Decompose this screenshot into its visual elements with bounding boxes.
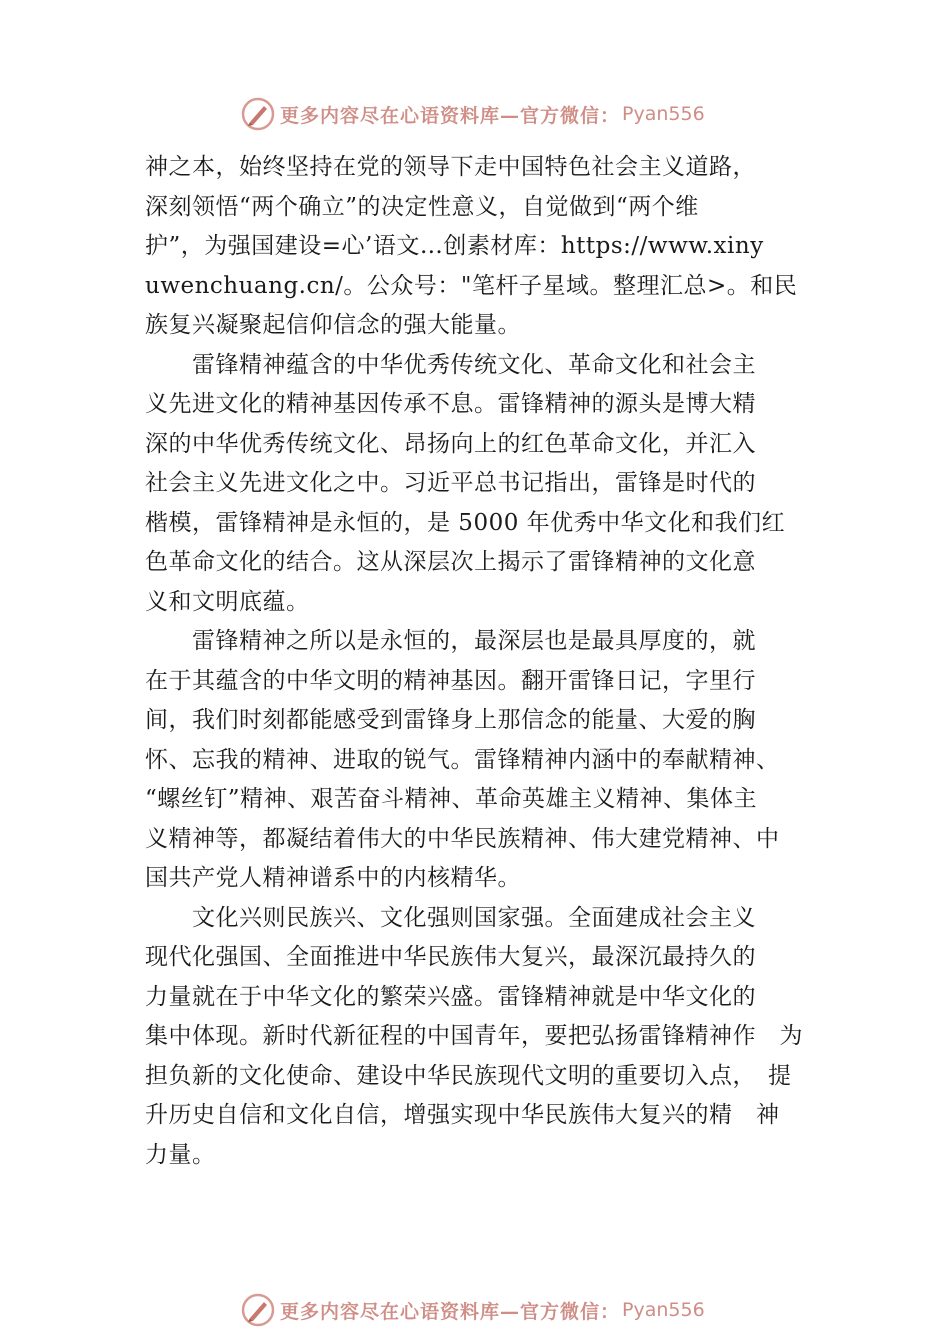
text-line: 护”，为强国建设=心’语文…创素材库：https://www.xiny: [145, 233, 764, 259]
text-line: 间，我们时刻都能感受到雷锋身上那信念的能量、大爱的胸: [145, 707, 756, 733]
header-banner-id: Pyan556: [622, 103, 705, 125]
text-line: 深的中华优秀传统文化、昂扬向上的红色革命文化，并汇入: [145, 430, 756, 457]
text-line: 怀、忘我的精神、进取的锐气。雷锋精神内涵中的奉献精神、: [145, 746, 780, 773]
text-line: 楷模，雷锋精神是永恒的，是 5000 年优秀中华文化和我们红: [145, 509, 786, 536]
text-line: 力量就在于中华文化的繁荣兴盛。雷锋精神就是中华文化的: [145, 983, 756, 1010]
footer-watermark-banner: [240, 1290, 760, 1330]
text-line: 现代化强国、全面推进中华民族伟大复兴，最深沉最持久的: [145, 944, 756, 970]
text-line: 社会主义先进文化之中。习近平总书记指出，雷锋是时代的: [145, 470, 756, 496]
text-line: 义精神等，都凝结着伟大的中华民族精神、伟大建党精神、中: [145, 825, 780, 852]
text-line: 族复兴凝聚起信仰信念的强大能量。: [145, 312, 521, 338]
text-line: 色革命文化的结合。这从深层次上揭示了雷锋精神的文化意: [145, 549, 756, 575]
text-line: 雷锋精神之所以是永恒的，最深层也是最具厚度的，就: [145, 628, 756, 654]
header-watermark-banner: [240, 94, 760, 134]
text-line: 深刻领悟“两个确立”的决定性意义，自觉做到“两个维: [145, 193, 699, 220]
text-line: 力量。: [145, 1141, 216, 1168]
text-line: 文化兴则民族兴、文化强则国家强。全面建成社会主义: [145, 904, 756, 931]
text-line: “螺丝钉”精神、艰苦奋斗精神、革命英雄主义精神、集体主: [145, 786, 758, 812]
footer-banner-text: 更多内容尽在心语资料库—官方微信：: [280, 1300, 621, 1323]
text-line: 国共产党人精神谱系中的内核精华。: [145, 865, 521, 891]
text-line: 在于其蕴含的中华文明的精神基因。翻开雷锋日记，字里行: [145, 667, 756, 694]
text-line: 义先进文化的精神基因传承不息。雷锋精神的源头是博大精: [145, 391, 756, 417]
text-line: 担负新的文化使命、建设中华民族现代文明的重要切入点， 提: [145, 1062, 792, 1089]
pen-logo-icon: [240, 1292, 276, 1328]
document-body: [145, 148, 845, 1175]
text-line: uwenchuang.cn/。公众号："笔杆子星域。整理汇总>。和民: [145, 272, 798, 299]
footer-banner-id: Pyan556: [622, 1299, 705, 1321]
text-line: 义和文明底蕴。: [145, 588, 310, 615]
text-line: 雷锋精神蕴含的中华优秀传统文化、革命文化和社会主: [145, 351, 756, 378]
text-line: 集中体现。新时代新征程的中国青年，要把弘扬雷锋精神作 为: [145, 1023, 803, 1049]
text-line: 神之本，始终坚持在党的领导下走中国特色社会主义道路，: [145, 154, 756, 180]
header-banner-text: 更多内容尽在心语资料库—官方微信：: [280, 104, 621, 127]
text-line: 升历史自信和文化自信，增强实现中华民族伟大复兴的精 神: [145, 1102, 780, 1128]
pen-logo-icon: [240, 96, 276, 132]
